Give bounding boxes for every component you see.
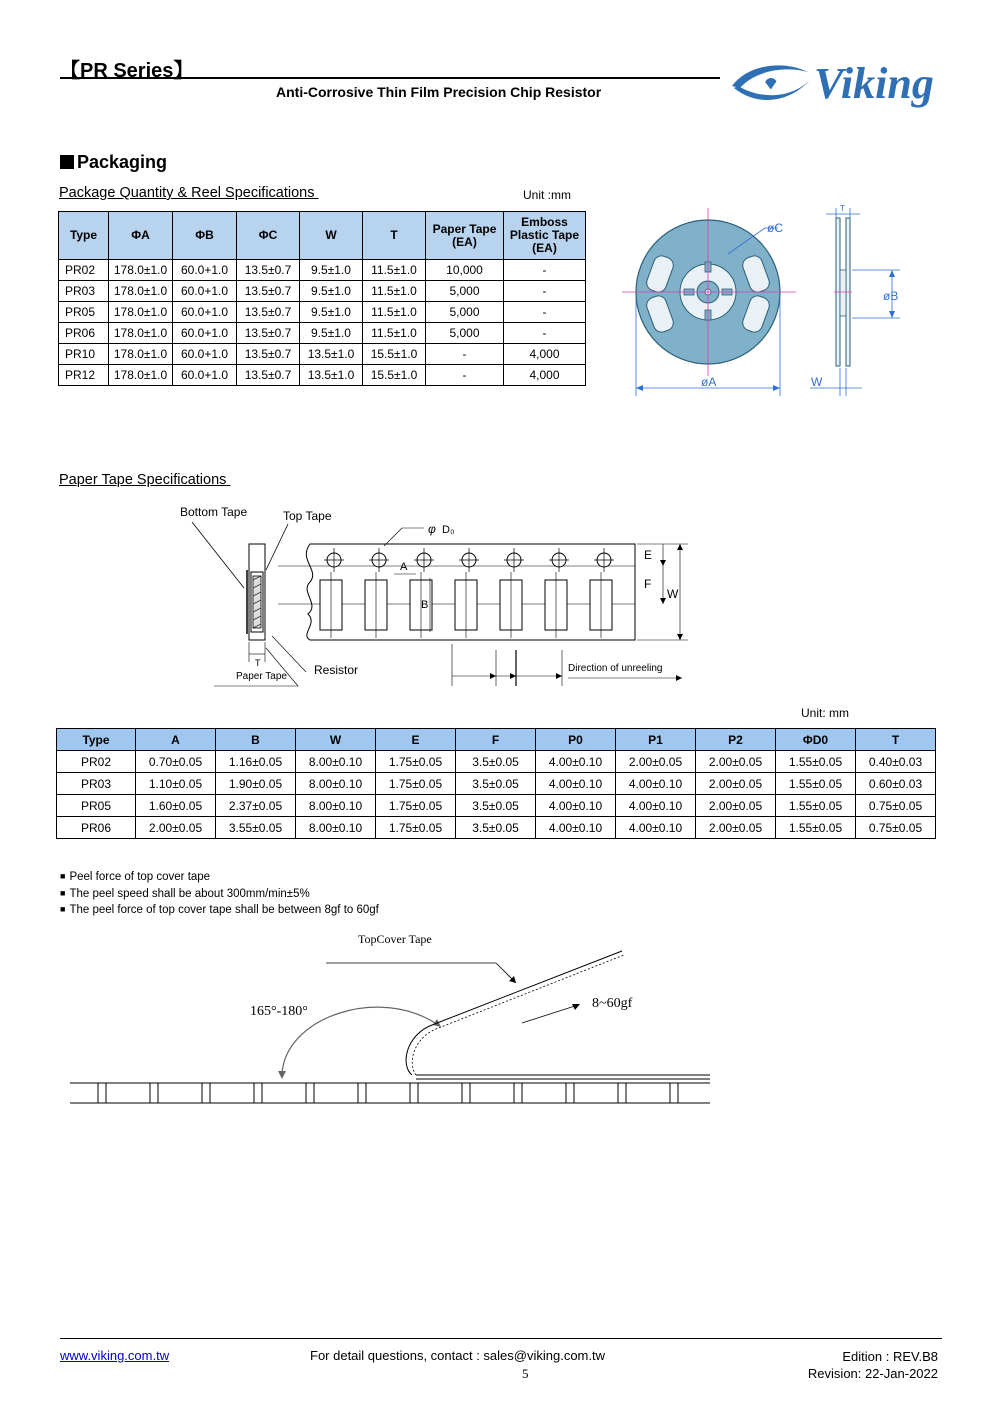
table-row <box>59 302 586 323</box>
col-phi-c: ΦC <box>237 212 300 260</box>
peel-tape-cavities <box>98 1083 678 1103</box>
w-label: W <box>811 375 823 389</box>
value-cell: 1.60±0.05 <box>136 795 216 817</box>
viking-logo <box>726 50 948 117</box>
t-label: T <box>840 204 845 213</box>
value-cell: 13.5±0.7 <box>237 302 300 323</box>
col-type: Type <box>57 729 136 751</box>
type-cell: PR02 <box>59 260 109 281</box>
value-cell: 60.0+1.0 <box>173 323 237 344</box>
col-t: T <box>856 729 936 751</box>
reel-spec-table <box>58 211 586 386</box>
value-cell: 3.55±0.05 <box>216 817 296 839</box>
value-cell: 11.5±1.0 <box>363 323 426 344</box>
type-cell: PR06 <box>57 817 136 839</box>
website-link[interactable]: www.viking.com.tw <box>60 1348 170 1363</box>
edition-text: Edition : REV.B8 <box>842 1349 938 1364</box>
paper-tape-label: Paper Tape <box>236 671 287 682</box>
brand-text: Viking <box>814 59 934 108</box>
note-item: ■ The peel force of top cover tape shall be between 8gf to 60gf <box>60 902 379 919</box>
col-d0: ΦD0 <box>776 729 856 751</box>
force-label: 8~60gf <box>592 996 633 1011</box>
value-cell: 0.40±0.03 <box>856 751 936 773</box>
value-cell: 8.00±0.10 <box>296 773 376 795</box>
col-paper-tape: Paper Tape (EA) <box>426 212 504 260</box>
value-cell: - <box>504 260 586 281</box>
value-cell: 13.5±1.0 <box>300 344 363 365</box>
value-cell: 60.0+1.0 <box>173 281 237 302</box>
value-cell: 13.5±0.7 <box>237 281 300 302</box>
value-cell: 1.75±0.05 <box>376 751 456 773</box>
tape-unit: Unit: mm <box>801 706 849 720</box>
t-dim-label: T <box>255 658 261 668</box>
value-cell: 3.5±0.05 <box>456 795 536 817</box>
value-cell: 0.60±0.03 <box>856 773 936 795</box>
value-cell: 4.00±0.10 <box>536 773 616 795</box>
col-w: W <box>300 212 363 260</box>
type-cell: PR10 <box>59 344 109 365</box>
value-cell: 13.5±1.0 <box>300 365 363 386</box>
resistor-label: Resistor <box>314 663 359 677</box>
edition-block <box>808 1348 938 1382</box>
phi-symbol: φ <box>428 522 436 536</box>
value-cell: 8.00±0.10 <box>296 751 376 773</box>
value-cell: 178.0±1.0 <box>109 323 173 344</box>
table-row <box>59 344 586 365</box>
table-row <box>59 323 586 344</box>
value-cell: 3.5±0.05 <box>456 773 536 795</box>
col-t: T <box>363 212 426 260</box>
type-cell: PR05 <box>59 302 109 323</box>
value-cell: 11.5±1.0 <box>363 281 426 302</box>
value-cell: 0.75±0.05 <box>856 795 936 817</box>
d0-label: D₀ <box>442 524 455 536</box>
value-cell: 3.5±0.05 <box>456 817 536 839</box>
col-type: Type <box>59 212 109 260</box>
value-cell: 60.0+1.0 <box>173 344 237 365</box>
table-row <box>59 260 586 281</box>
value-cell: - <box>504 302 586 323</box>
paper-tape-diagram <box>170 500 700 695</box>
value-cell: 13.5±0.7 <box>237 344 300 365</box>
value-cell: 11.5±1.0 <box>363 302 426 323</box>
w-dim-label: W <box>667 587 679 601</box>
peel-notes <box>60 869 379 919</box>
type-cell: PR02 <box>57 751 136 773</box>
note-item: ■ Peel force of top cover tape <box>60 869 379 886</box>
section-title-text: Packaging <box>77 152 168 172</box>
paper-tape-title <box>59 472 230 488</box>
col-a: A <box>136 729 216 751</box>
a-label: A <box>400 561 408 573</box>
type-cell: PR05 <box>57 795 136 817</box>
value-cell: 2.00±0.05 <box>696 817 776 839</box>
value-cell: 15.5±1.0 <box>363 365 426 386</box>
reel-unit: Unit :mm <box>523 188 571 202</box>
header-rule <box>60 77 720 79</box>
value-cell: 178.0±1.0 <box>109 302 173 323</box>
phi-c-label: øC <box>767 221 783 235</box>
page-number: 5 <box>522 1366 529 1381</box>
col-emboss-tape: Emboss Plastic Tape (EA) <box>504 212 586 260</box>
table-row <box>57 817 936 839</box>
value-cell: 5,000 <box>426 323 504 344</box>
bottom-tape-label: Bottom Tape <box>180 505 248 519</box>
reel-diagram <box>600 200 900 410</box>
section-title <box>60 152 167 173</box>
note-item: ■ The peel speed shall be about 300mm/min±5% <box>60 886 379 903</box>
type-cell: PR03 <box>57 773 136 795</box>
value-cell: 13.5±0.7 <box>237 365 300 386</box>
value-cell: 0.70±0.05 <box>136 751 216 773</box>
value-cell: 9.5±1.0 <box>300 281 363 302</box>
table-row <box>57 751 936 773</box>
type-cell: PR03 <box>59 281 109 302</box>
square-bullet-icon <box>60 155 74 169</box>
col-e: E <box>376 729 456 751</box>
direction-label: Direction of unreeling <box>568 663 663 674</box>
value-cell: 1.75±0.05 <box>376 817 456 839</box>
value-cell: 1.55±0.05 <box>776 795 856 817</box>
value-cell: 9.5±1.0 <box>300 302 363 323</box>
reel-side-view <box>810 204 900 396</box>
value-cell: - <box>504 323 586 344</box>
col-p2: P2 <box>696 729 776 751</box>
value-cell: 11.5±1.0 <box>363 260 426 281</box>
document-subtitle: Anti-Corrosive Thin Film Precision Chip Resistor <box>276 84 602 100</box>
value-cell: 4.00±0.10 <box>536 795 616 817</box>
value-cell: 178.0±1.0 <box>109 365 173 386</box>
col-p1: P1 <box>616 729 696 751</box>
reel-spec-title-text: Package Quantity & Reel Specifications <box>59 185 315 201</box>
value-cell: 1.16±0.05 <box>216 751 296 773</box>
type-cell: PR06 <box>59 323 109 344</box>
e-label: E <box>644 548 653 562</box>
contact-text: For detail questions, contact : sales@viking.com.tw <box>310 1348 605 1363</box>
value-cell: 15.5±1.0 <box>363 344 426 365</box>
angle-label: 165°-180° <box>250 1004 308 1019</box>
value-cell: 2.00±0.05 <box>616 751 696 773</box>
value-cell: 8.00±0.10 <box>296 817 376 839</box>
top-tape-label: Top Tape <box>283 509 332 523</box>
value-cell: 13.5±0.7 <box>237 260 300 281</box>
value-cell: 1.55±0.05 <box>776 751 856 773</box>
revision-text: Revision: 22-Jan-2022 <box>807 1366 938 1381</box>
value-cell: 1.55±0.05 <box>776 773 856 795</box>
table-row <box>57 795 936 817</box>
value-cell: - <box>504 281 586 302</box>
value-cell: 1.75±0.05 <box>376 795 456 817</box>
table-header-row <box>57 729 936 751</box>
table-row <box>59 281 586 302</box>
value-cell: 10,000 <box>426 260 504 281</box>
value-cell: 13.5±0.7 <box>237 323 300 344</box>
value-cell: 178.0±1.0 <box>109 281 173 302</box>
value-cell: 5,000 <box>426 302 504 323</box>
col-f: F <box>456 729 536 751</box>
value-cell: 1.90±0.05 <box>216 773 296 795</box>
table-header-row <box>59 212 586 260</box>
value-cell: 4.00±0.10 <box>616 773 696 795</box>
col-phi-b: ΦB <box>173 212 237 260</box>
value-cell: 1.55±0.05 <box>776 817 856 839</box>
b-label: B <box>421 599 429 611</box>
series-title: 【PR Series】 <box>60 60 194 82</box>
reel-spec-title <box>59 185 319 201</box>
value-cell: - <box>426 365 504 386</box>
value-cell: 4,000 <box>504 365 586 386</box>
value-cell: 2.00±0.05 <box>696 751 776 773</box>
value-cell: 2.00±0.05 <box>696 795 776 817</box>
col-p0: P0 <box>536 729 616 751</box>
value-cell: 5,000 <box>426 281 504 302</box>
phi-a-label: øA <box>701 375 717 389</box>
table-row <box>57 773 936 795</box>
paper-tape-title-text: Paper Tape Specifications <box>59 472 227 488</box>
value-cell: 2.00±0.05 <box>136 817 216 839</box>
col-phi-a: ΦA <box>109 212 173 260</box>
table-row <box>59 365 586 386</box>
value-cell: 178.0±1.0 <box>109 260 173 281</box>
value-cell: 4.00±0.10 <box>616 817 696 839</box>
value-cell: 0.75±0.05 <box>856 817 936 839</box>
value-cell: 9.5±1.0 <box>300 260 363 281</box>
viking-logo-mark <box>726 50 948 112</box>
value-cell: 9.5±1.0 <box>300 323 363 344</box>
peel-diagram <box>60 925 720 1110</box>
phi-b-label: øB <box>883 289 899 303</box>
paper-tape-table <box>56 728 936 839</box>
value-cell: 1.10±0.05 <box>136 773 216 795</box>
footer-rule <box>60 1338 942 1339</box>
top-cover-tape-label: TopCover Tape <box>358 932 432 946</box>
value-cell: 178.0±1.0 <box>109 344 173 365</box>
value-cell: 4,000 <box>504 344 586 365</box>
col-w: W <box>296 729 376 751</box>
value-cell: 4.00±0.10 <box>536 817 616 839</box>
value-cell: 4.00±0.10 <box>616 795 696 817</box>
col-b: B <box>216 729 296 751</box>
value-cell: 3.5±0.05 <box>456 751 536 773</box>
type-cell: PR12 <box>59 365 109 386</box>
value-cell: 2.37±0.05 <box>216 795 296 817</box>
value-cell: 60.0+1.0 <box>173 302 237 323</box>
value-cell: 8.00±0.10 <box>296 795 376 817</box>
value-cell: 1.75±0.05 <box>376 773 456 795</box>
value-cell: - <box>426 344 504 365</box>
value-cell: 2.00±0.05 <box>696 773 776 795</box>
reel-front-view <box>622 208 796 396</box>
f-label: F <box>644 577 652 591</box>
value-cell: 4.00±0.10 <box>536 751 616 773</box>
value-cell: 60.0+1.0 <box>173 365 237 386</box>
value-cell: 60.0+1.0 <box>173 260 237 281</box>
